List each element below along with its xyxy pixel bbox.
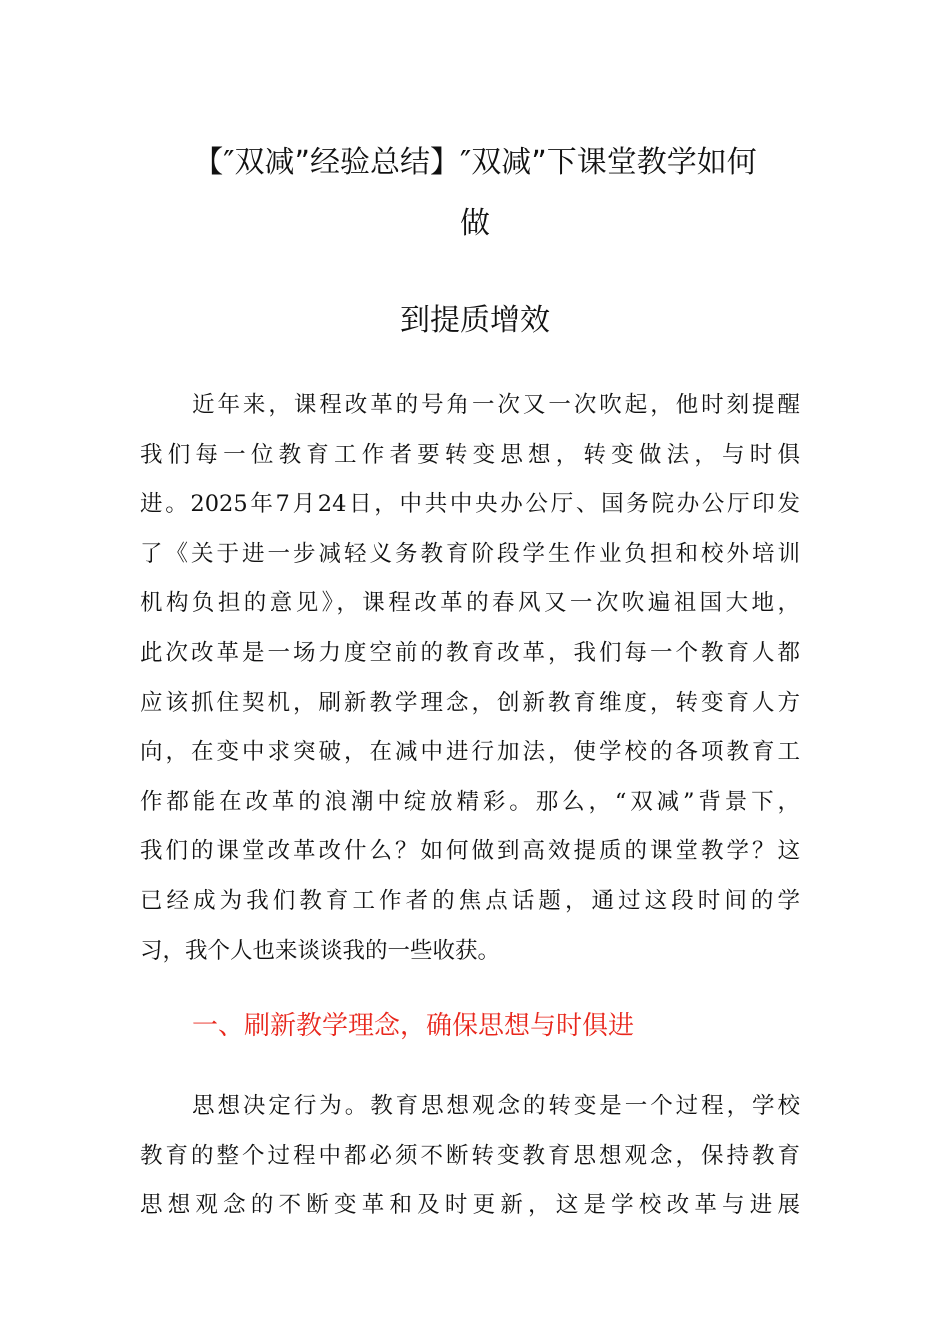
paragraph-line: 已经成为我们教育工作者的焦点话题，通过这段时间的学 — [140, 887, 800, 914]
paragraph-line: 教育的整个过程中都必须不断转变教育思想观念，保持教育 — [140, 1142, 800, 1169]
section-paragraph — [140, 1082, 800, 1231]
paragraph-line: 进。2025年7月24日，中共中央办公厅、国务院办公厅印发 — [140, 491, 800, 518]
intro-paragraph — [140, 381, 800, 976]
paragraph-line: 思想决定行为。教育思想观念的转变是一个过程，学校 — [192, 1093, 800, 1119]
paragraph-line: 思想观念的不断变革和及时更新，这是学校改革与进展 — [140, 1192, 800, 1219]
document-title-line-1: 【″双减”经验总结】″双减”下课堂教学如何 — [193, 145, 757, 180]
paragraph-line: 向，在变中求突破，在减中进行加法，使学校的各项教育工 — [140, 739, 800, 766]
document-title-line-2: 做 — [460, 206, 490, 241]
paragraph-line: 此次改革是一场力度空前的教育改革，我们每一个教育人都 — [140, 639, 800, 666]
paragraph-line: 近年来，课程改革的号角一次又一次吹起，他时刻提醒 — [192, 392, 800, 418]
paragraph-line: 了《关于进一步减轻义务教育阶段学生作业负担和校外培训 — [140, 540, 800, 567]
paragraph-line: 机构负担的意见》，课程改革的春风又一次吹遍祖国大地， — [140, 590, 800, 617]
paragraph-line: 我们的课堂改革改什么？如何做到高效提质的课堂教学？这 — [140, 838, 800, 865]
paragraph-line: 应该抓住契机，刷新教学理念，创新教育维度，转变育人方 — [140, 689, 800, 716]
section-heading: 一、刷新教学理念，确保思想与时俱进 — [192, 1011, 635, 1041]
paragraph-line: 作都能在改革的浪潮中绽放精彩。那么，“双减”背景下， — [140, 788, 800, 815]
paragraph-line: 我们每一位教育工作者要转变思想，转变做法，与时俱 — [140, 441, 800, 468]
document-title-line-3: 到提质增效 — [400, 303, 550, 338]
paragraph-line: 习，我个人也来谈谈我的一些收获。 — [140, 937, 501, 964]
